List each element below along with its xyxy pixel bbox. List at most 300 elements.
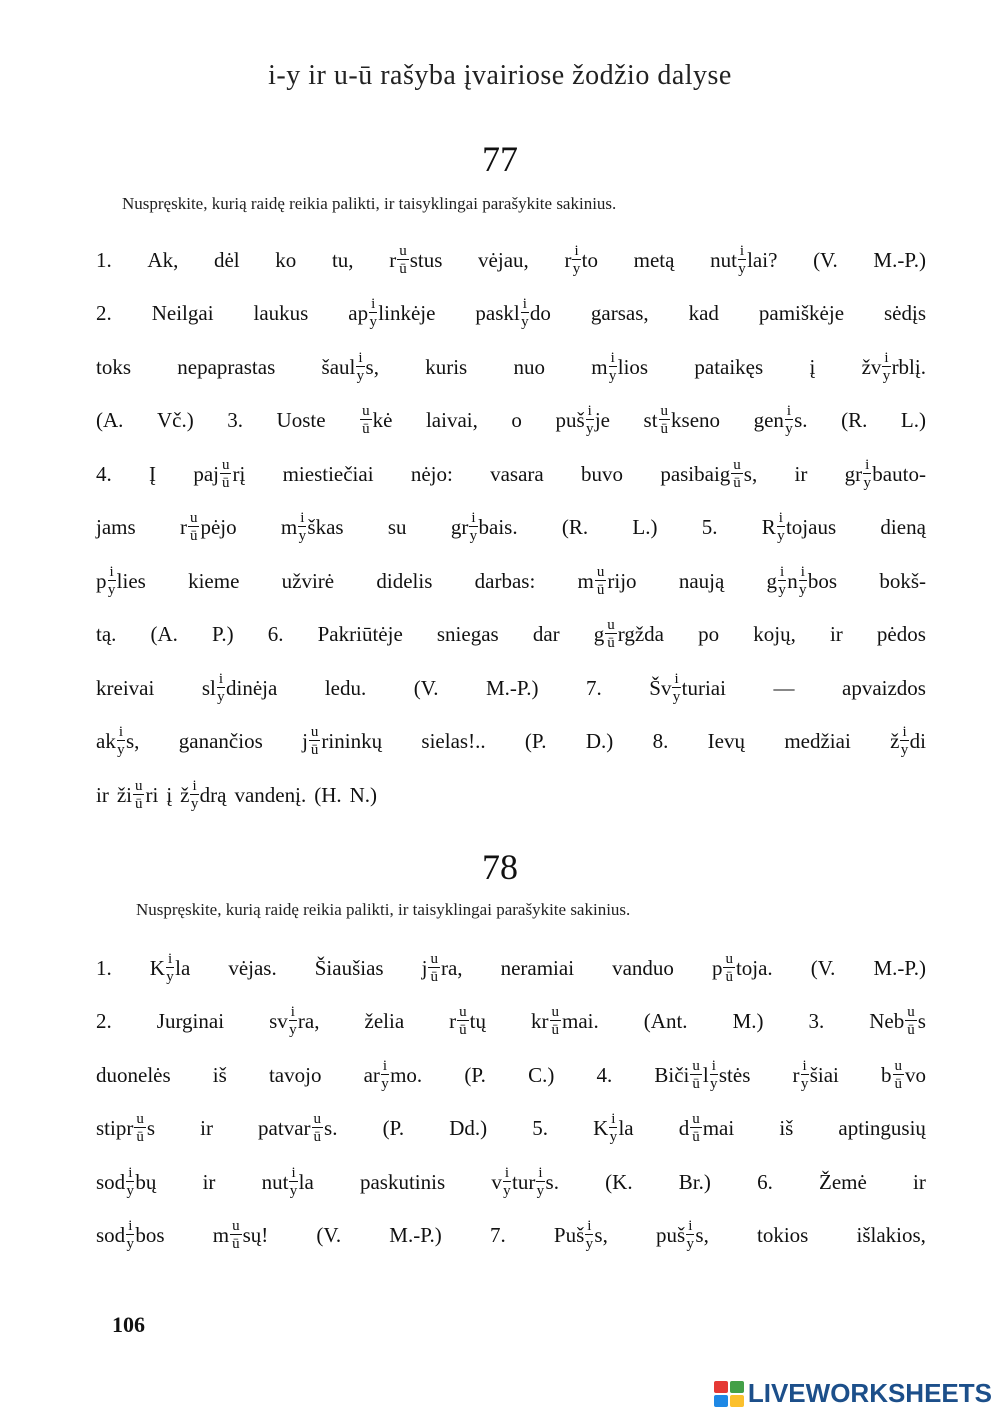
choice-top: i bbox=[371, 296, 376, 312]
token bbox=[269, 1005, 319, 1038]
word: kė bbox=[372, 408, 393, 432]
word: medžiai bbox=[784, 729, 851, 753]
token bbox=[475, 569, 536, 594]
word: laivai, bbox=[425, 408, 478, 432]
token bbox=[901, 408, 926, 433]
choice-top: i bbox=[291, 1164, 296, 1181]
choice-bottom: y bbox=[799, 581, 807, 598]
letter-choice[interactable] bbox=[428, 952, 440, 985]
token bbox=[421, 729, 485, 754]
letter-choice[interactable] bbox=[586, 404, 594, 437]
choice-top: i bbox=[382, 1057, 388, 1074]
letter-choice[interactable] bbox=[710, 1059, 718, 1092]
choice-top: i bbox=[865, 456, 870, 473]
letter-choice[interactable] bbox=[289, 1005, 297, 1038]
choice-top: i bbox=[902, 724, 907, 740]
token bbox=[698, 622, 719, 647]
word: vanduo bbox=[612, 955, 674, 980]
token bbox=[533, 622, 560, 647]
logo-square-yellow bbox=[730, 1395, 744, 1407]
token bbox=[332, 248, 354, 273]
letter-choice[interactable] bbox=[572, 244, 580, 277]
token bbox=[478, 248, 529, 273]
choice-bottom: y bbox=[900, 742, 909, 758]
letter-choice[interactable] bbox=[298, 511, 306, 544]
word: ir bbox=[794, 461, 808, 486]
letter-choice[interactable] bbox=[882, 351, 890, 384]
choice-bottom: ū bbox=[362, 421, 370, 437]
word: gr bbox=[844, 461, 863, 486]
word: n bbox=[787, 568, 798, 593]
word: 4. bbox=[96, 461, 112, 486]
letter-choice[interactable] bbox=[777, 511, 785, 544]
word: lios bbox=[617, 354, 649, 379]
token bbox=[228, 956, 276, 981]
word: s, bbox=[594, 1223, 608, 1247]
word: ra, bbox=[440, 955, 463, 980]
letter-choice[interactable] bbox=[126, 1166, 134, 1199]
letter-choice[interactable] bbox=[188, 511, 200, 544]
word: garsas, bbox=[590, 301, 649, 325]
token bbox=[759, 301, 844, 326]
letter-choice[interactable] bbox=[469, 511, 477, 544]
word: aptingusių bbox=[838, 1116, 926, 1140]
word: Jurginai bbox=[156, 1009, 225, 1033]
word: su bbox=[387, 515, 407, 539]
text-line bbox=[96, 1154, 926, 1210]
letter-choice[interactable] bbox=[672, 672, 680, 705]
token bbox=[762, 511, 836, 544]
word: s, bbox=[743, 461, 758, 486]
choice-bottom: y bbox=[572, 260, 581, 277]
letter-choice[interactable] bbox=[166, 952, 174, 985]
token bbox=[712, 952, 773, 985]
letter-choice[interactable] bbox=[550, 1005, 562, 1038]
letter-choice[interactable] bbox=[190, 779, 198, 812]
letter-choice[interactable] bbox=[723, 952, 735, 985]
token bbox=[157, 1009, 224, 1034]
choice-bottom: y bbox=[608, 367, 617, 384]
choice-top: i bbox=[611, 1111, 616, 1127]
letter-choice[interactable] bbox=[738, 244, 746, 277]
token bbox=[757, 1223, 808, 1248]
token bbox=[689, 301, 719, 326]
word: neramiai bbox=[500, 955, 575, 980]
word: Biči bbox=[654, 1062, 690, 1087]
word: (P. bbox=[382, 1116, 405, 1140]
word: m bbox=[280, 515, 298, 539]
token bbox=[383, 1116, 405, 1141]
token bbox=[149, 462, 156, 487]
letter-choice[interactable] bbox=[356, 351, 364, 384]
choice-bottom: y bbox=[585, 1236, 594, 1252]
word: sėdįs bbox=[884, 301, 926, 325]
token bbox=[793, 1059, 839, 1092]
word: vėjas. bbox=[228, 955, 277, 980]
word: dieną bbox=[880, 515, 926, 539]
token bbox=[605, 1170, 632, 1195]
letter-choice[interactable] bbox=[126, 1219, 134, 1252]
word: r bbox=[449, 1009, 457, 1033]
token bbox=[200, 1116, 213, 1141]
letter-choice[interactable] bbox=[521, 297, 529, 330]
letter-choice[interactable] bbox=[801, 1059, 809, 1092]
letter-choice[interactable] bbox=[785, 404, 793, 437]
letter-choice[interactable] bbox=[686, 1219, 694, 1252]
token bbox=[147, 248, 178, 273]
word: bauto- bbox=[872, 461, 926, 486]
word: ak bbox=[96, 729, 116, 753]
word: s, bbox=[695, 1223, 709, 1247]
choice-bottom: y bbox=[289, 1022, 297, 1038]
letter-choice[interactable] bbox=[108, 565, 116, 598]
word: ir bbox=[913, 1169, 926, 1194]
word: 6. bbox=[757, 1169, 773, 1194]
token bbox=[809, 355, 815, 380]
word: ar bbox=[363, 1062, 380, 1087]
word: to bbox=[581, 247, 598, 272]
text-line bbox=[96, 660, 926, 716]
token bbox=[679, 1112, 735, 1145]
choice-bottom: y bbox=[738, 260, 746, 277]
token bbox=[96, 408, 123, 433]
token bbox=[227, 408, 243, 433]
token bbox=[262, 1166, 314, 1199]
choice-top: i bbox=[786, 403, 792, 419]
choice-bottom: ū bbox=[725, 968, 733, 985]
word: sniegas bbox=[436, 622, 499, 646]
word: sų! bbox=[242, 1223, 269, 1247]
letter-choice[interactable] bbox=[369, 297, 377, 330]
token bbox=[180, 779, 226, 812]
choice-bottom: ū bbox=[660, 421, 669, 437]
letter-choice[interactable] bbox=[133, 779, 145, 812]
token bbox=[348, 297, 435, 330]
token bbox=[873, 248, 926, 273]
token bbox=[819, 1170, 867, 1195]
word: vasara bbox=[490, 461, 544, 486]
liveworksheets-brand bbox=[714, 1378, 992, 1409]
choice-top: i bbox=[711, 1057, 716, 1074]
word: K bbox=[593, 1116, 609, 1140]
token bbox=[830, 622, 843, 647]
word: 5. bbox=[532, 1116, 549, 1140]
letter-choice[interactable] bbox=[778, 565, 786, 598]
letter-choice[interactable] bbox=[605, 618, 617, 651]
token bbox=[784, 729, 850, 754]
letter-choice[interactable] bbox=[360, 404, 372, 437]
token bbox=[501, 956, 574, 981]
word: 8. bbox=[652, 729, 669, 753]
choice-bottom: ū bbox=[232, 1236, 240, 1252]
letter-choice[interactable] bbox=[863, 458, 871, 491]
token bbox=[449, 1116, 487, 1141]
word: iš bbox=[779, 1116, 794, 1140]
letter-choice[interactable] bbox=[312, 1112, 324, 1145]
token bbox=[426, 408, 478, 433]
token bbox=[528, 1063, 554, 1088]
word: tą. bbox=[96, 622, 117, 646]
token bbox=[879, 569, 926, 594]
word: s. bbox=[794, 408, 808, 432]
choice-bottom: ū bbox=[596, 581, 605, 598]
letter-choice[interactable] bbox=[536, 1166, 544, 1199]
token bbox=[753, 622, 796, 647]
token bbox=[96, 622, 116, 647]
choice-top: i bbox=[522, 296, 527, 312]
choice-bottom: y bbox=[217, 688, 225, 705]
word: je bbox=[594, 408, 610, 432]
token bbox=[586, 676, 602, 701]
letter-choice[interactable] bbox=[503, 1166, 511, 1199]
word: lies bbox=[116, 568, 146, 593]
choice-top: i bbox=[674, 670, 679, 687]
choice-top: i bbox=[739, 242, 745, 259]
word: stus bbox=[409, 247, 443, 272]
letter-choice[interactable] bbox=[220, 458, 232, 491]
token bbox=[350, 783, 377, 808]
word: M.-P.) bbox=[389, 1223, 442, 1247]
word: rininkų bbox=[321, 729, 383, 753]
token bbox=[302, 725, 382, 758]
choice-bottom: y bbox=[777, 528, 785, 544]
word: tojaus bbox=[785, 515, 837, 539]
word: Žemė bbox=[819, 1169, 867, 1194]
word: sv bbox=[269, 1009, 288, 1033]
choice-top: u bbox=[459, 1004, 467, 1020]
token bbox=[179, 729, 263, 754]
word: v bbox=[491, 1169, 502, 1194]
word: mo. bbox=[390, 1062, 423, 1087]
text-line bbox=[96, 553, 926, 609]
letter-choice[interactable] bbox=[134, 1112, 146, 1145]
word: L.) bbox=[900, 408, 926, 432]
choice-top: i bbox=[884, 349, 889, 366]
word: Ievų bbox=[707, 729, 745, 753]
word: ž bbox=[180, 782, 190, 807]
token bbox=[96, 1219, 165, 1252]
word: bų bbox=[135, 1169, 157, 1194]
word: kuris bbox=[425, 354, 468, 379]
word: nepaprastas bbox=[177, 354, 276, 379]
word: dinėja bbox=[226, 675, 278, 700]
token bbox=[653, 729, 669, 754]
token bbox=[767, 565, 838, 598]
token bbox=[437, 622, 499, 647]
word: 5. bbox=[701, 515, 718, 539]
word: C.) bbox=[528, 1062, 555, 1087]
word: o bbox=[511, 408, 522, 432]
letter-choice[interactable] bbox=[230, 1219, 242, 1252]
word: buvo bbox=[581, 461, 624, 486]
word: L.) bbox=[632, 515, 658, 539]
word: Šiaušias bbox=[314, 955, 384, 980]
token bbox=[591, 301, 649, 326]
choice-bottom: ū bbox=[310, 742, 319, 758]
word: K bbox=[149, 955, 165, 980]
word: toks bbox=[96, 354, 132, 379]
letter-choice[interactable] bbox=[457, 1005, 469, 1038]
word: (A. bbox=[96, 408, 124, 432]
choice-bottom: ū bbox=[136, 1129, 144, 1145]
choice-top: i bbox=[688, 1218, 693, 1234]
word: sielas!.. bbox=[421, 729, 486, 753]
token bbox=[554, 1219, 608, 1252]
word: m bbox=[212, 1223, 230, 1247]
choice-bottom: y bbox=[469, 528, 478, 544]
token bbox=[213, 1219, 269, 1252]
letter-choice[interactable] bbox=[595, 565, 607, 598]
choice-top: u bbox=[660, 403, 669, 419]
letter-choice[interactable] bbox=[397, 244, 409, 277]
word: šiai bbox=[809, 1062, 839, 1087]
word: bos bbox=[807, 568, 838, 593]
word: r bbox=[792, 1062, 800, 1087]
letter-choice[interactable] bbox=[289, 1166, 297, 1199]
word: bokš- bbox=[879, 568, 926, 593]
letter-choice[interactable] bbox=[905, 1005, 917, 1038]
token bbox=[96, 462, 112, 487]
token bbox=[708, 729, 745, 754]
letter-choice[interactable] bbox=[731, 458, 743, 491]
token bbox=[96, 956, 112, 981]
choice-bottom: y bbox=[882, 367, 891, 384]
token bbox=[845, 458, 926, 491]
word: r bbox=[179, 515, 187, 539]
token bbox=[491, 1166, 559, 1199]
choice-bottom: y bbox=[536, 1182, 545, 1199]
text-line bbox=[96, 286, 926, 342]
token bbox=[913, 1170, 926, 1195]
choice-bottom: ū bbox=[607, 635, 615, 651]
word: žv bbox=[861, 354, 882, 379]
token bbox=[213, 1063, 227, 1088]
choice-bottom: y bbox=[166, 968, 174, 985]
word: rijo bbox=[607, 568, 637, 593]
token bbox=[203, 1170, 216, 1195]
word: ganančios bbox=[178, 729, 263, 753]
token bbox=[193, 458, 245, 491]
choice-top: i bbox=[128, 1218, 133, 1234]
word: toja. bbox=[735, 955, 773, 980]
word: miestiečiai bbox=[282, 461, 374, 486]
token bbox=[188, 569, 239, 594]
word: didelis bbox=[376, 568, 433, 593]
word: kreivai bbox=[96, 675, 155, 700]
text-line bbox=[96, 339, 926, 395]
word: kr bbox=[531, 1009, 549, 1033]
token bbox=[890, 725, 926, 758]
word: pamiškėje bbox=[758, 301, 845, 325]
word: rį bbox=[232, 461, 246, 486]
choice-bottom: y bbox=[800, 1075, 809, 1092]
word: la bbox=[175, 955, 191, 980]
token bbox=[490, 462, 544, 487]
token bbox=[656, 1219, 709, 1252]
letter-choice[interactable] bbox=[117, 725, 125, 758]
token bbox=[490, 1223, 506, 1248]
word: j bbox=[421, 955, 428, 980]
choice-bottom: y bbox=[117, 742, 125, 758]
token bbox=[151, 622, 178, 647]
token bbox=[96, 725, 139, 758]
word: 1. bbox=[96, 247, 112, 272]
word: Vč.) bbox=[156, 408, 194, 432]
letter-choice[interactable] bbox=[690, 1112, 702, 1145]
word: ir bbox=[96, 782, 109, 807]
token bbox=[166, 783, 172, 808]
token bbox=[475, 297, 551, 330]
choice-bottom: ū bbox=[692, 1129, 700, 1145]
letter-choice[interactable] bbox=[900, 725, 908, 758]
token bbox=[464, 1063, 486, 1088]
choice-top: u bbox=[692, 1057, 700, 1074]
choice-bottom: y bbox=[778, 581, 786, 598]
word: 2. bbox=[96, 1009, 112, 1033]
choice-top: i bbox=[587, 403, 592, 419]
page-number: 106 bbox=[112, 1312, 145, 1337]
word: (R. bbox=[841, 408, 868, 432]
letter-choice[interactable] bbox=[690, 1059, 702, 1092]
letter-choice[interactable] bbox=[309, 725, 321, 758]
token bbox=[644, 404, 721, 437]
word: mai bbox=[702, 1116, 735, 1140]
token bbox=[842, 676, 926, 701]
logo-square-red bbox=[714, 1381, 728, 1393]
letter-choice[interactable] bbox=[609, 1112, 617, 1145]
choice-bottom: ū bbox=[551, 1022, 560, 1038]
choice-top: i bbox=[780, 563, 785, 580]
text-line bbox=[96, 500, 926, 556]
letter-choice[interactable] bbox=[217, 672, 225, 705]
text-line bbox=[96, 446, 926, 502]
word: ra, bbox=[297, 1009, 320, 1033]
choice-top: i bbox=[128, 1164, 133, 1181]
word: M.-P.) bbox=[873, 247, 926, 272]
word: 2. bbox=[96, 301, 112, 325]
token bbox=[96, 515, 136, 540]
letter-choice[interactable] bbox=[799, 565, 807, 598]
token bbox=[96, 676, 154, 701]
choice-top: u bbox=[907, 1004, 915, 1020]
choice-bottom: y bbox=[686, 1236, 695, 1252]
choice-top: i bbox=[167, 950, 173, 967]
letter-choice[interactable] bbox=[585, 1219, 593, 1252]
token bbox=[694, 355, 763, 380]
text-line bbox=[96, 994, 926, 1050]
text-line bbox=[96, 232, 926, 288]
word: bos bbox=[135, 1223, 165, 1247]
letter-choice[interactable] bbox=[381, 1059, 389, 1092]
token bbox=[532, 1116, 548, 1141]
word: M.) bbox=[732, 1009, 764, 1033]
token bbox=[254, 301, 309, 326]
word: dar bbox=[532, 622, 560, 646]
token bbox=[586, 729, 613, 754]
letter-choice[interactable] bbox=[659, 404, 671, 437]
word: Ak, bbox=[147, 247, 179, 272]
word: puš bbox=[555, 408, 585, 432]
letter-choice[interactable] bbox=[609, 351, 617, 384]
choice-bottom: y bbox=[672, 688, 681, 705]
word: iš bbox=[212, 1062, 227, 1087]
word: (P. bbox=[524, 729, 547, 753]
token bbox=[449, 1005, 486, 1038]
choice-top: u bbox=[725, 950, 733, 967]
word: j bbox=[302, 729, 308, 753]
letter-choice[interactable] bbox=[893, 1059, 905, 1092]
token bbox=[531, 1005, 599, 1038]
